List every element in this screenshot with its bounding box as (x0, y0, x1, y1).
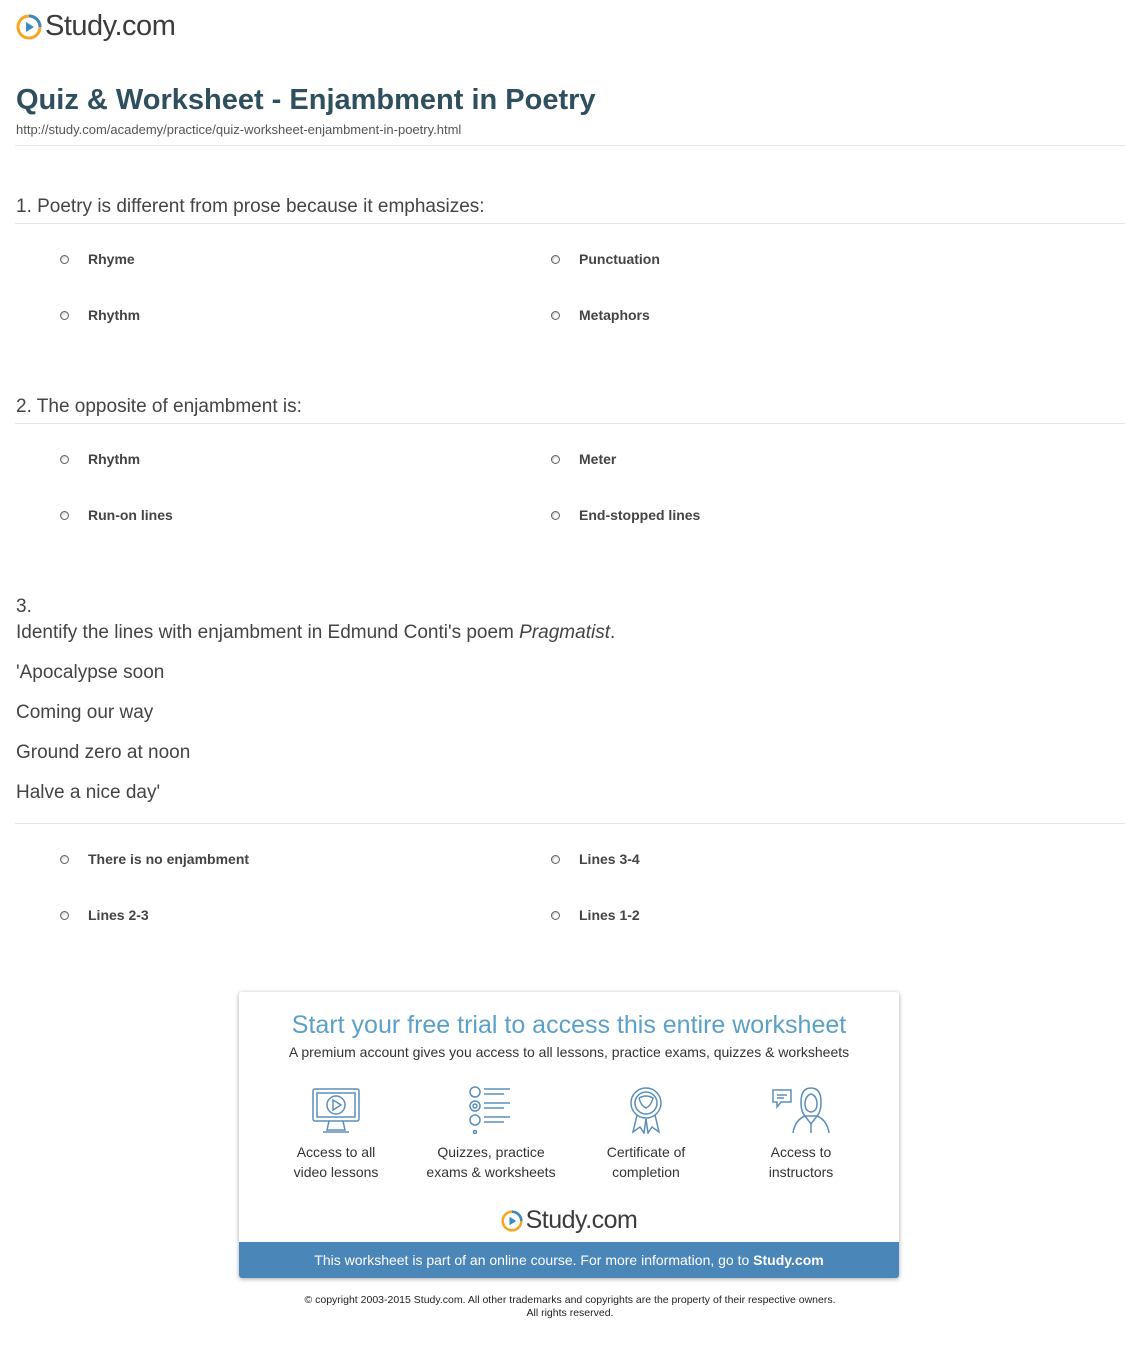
promo-subtitle: A premium account gives you access to all lessons, practice exams, quizzes & worksheets (288, 1044, 850, 1060)
divider (15, 423, 1125, 424)
feature-quizzes: Quizzes, practice exams & worksheets (416, 1086, 566, 1182)
feature-certificate: Certificate of completion (571, 1086, 721, 1182)
divider (15, 823, 1125, 824)
certificate-ribbon-icon (621, 1086, 671, 1134)
radio-button[interactable] (60, 311, 69, 320)
poem-title: Pragmatist (519, 622, 610, 643)
question-1-text: 1. Poetry is different from prose because it emphasizes: (16, 196, 485, 217)
question-3-option-b[interactable]: Lines 3-4 (551, 851, 640, 867)
radio-button[interactable] (551, 311, 560, 320)
poem-line: Ground zero at noon (16, 742, 191, 763)
radio-button[interactable] (551, 255, 560, 264)
poem-line: 'Apocalypse soon (16, 662, 165, 683)
poem-line: Coming our way (16, 702, 154, 723)
logo-text: Study.com (525, 1206, 638, 1234)
promo-title[interactable]: Start your free trial to access this entire worksheet (291, 1011, 847, 1039)
radio-button[interactable] (60, 855, 69, 864)
checklist-icon (466, 1086, 516, 1134)
radio-button[interactable] (60, 455, 69, 464)
question-1-option-d[interactable]: Metaphors (551, 307, 650, 323)
feature-video-lessons: Access to all video lessons (261, 1086, 411, 1182)
copyright: © copyright 2003-2015 Study.com. All other trademarks and copyrights are the property of their respective owners. All rights reserved. (304, 1294, 836, 1319)
page-url: http://study.com/academy/practice/quiz-worksheet-enjambment-in-poetry.html (16, 122, 462, 137)
question-2-option-a[interactable]: Rhythm (60, 451, 140, 467)
logo-text: Study.com (45, 10, 176, 42)
divider (15, 145, 1125, 146)
question-2-option-d[interactable]: End-stopped lines (551, 507, 700, 523)
question-1-option-c[interactable]: Rhythm (60, 307, 140, 323)
radio-button[interactable] (551, 911, 560, 920)
radio-button[interactable] (551, 511, 560, 520)
question-3-number: 3. (16, 596, 32, 617)
free-trial-promo[interactable] (239, 992, 899, 1278)
radio-button[interactable] (60, 511, 69, 520)
promo-info-bar: This worksheet is part of an online course. For more information, go to Study.com (239, 1242, 899, 1278)
poem-line: Halve a nice day' (16, 782, 161, 803)
promo-logo[interactable] (239, 1206, 899, 1235)
question-3-option-c[interactable]: Lines 2-3 (60, 907, 149, 923)
radio-button[interactable] (60, 255, 69, 264)
question-3-option-d[interactable]: Lines 1-2 (551, 907, 640, 923)
radio-button[interactable] (551, 855, 560, 864)
play-logo-icon (501, 1210, 523, 1232)
question-2-option-b[interactable]: Meter (551, 451, 616, 467)
play-logo-icon (16, 14, 42, 40)
page-title: Quiz & Worksheet - Enjambment in Poetry (16, 84, 596, 116)
study-logo[interactable] (16, 10, 175, 43)
question-3-option-a[interactable]: There is no enjambment (60, 851, 249, 867)
question-1-option-a[interactable]: Rhyme (60, 251, 135, 267)
question-1-option-b[interactable]: Punctuation (551, 251, 660, 267)
study-link[interactable]: Study.com (753, 1252, 824, 1268)
question-2-option-c[interactable]: Run-on lines (60, 507, 173, 523)
question-2-text: 2. The opposite of enjambment is: (16, 396, 302, 417)
question-3-text: Identify the lines with enjambment in Edmund Conti's poem Pragmatist. (16, 622, 616, 643)
radio-button[interactable] (60, 911, 69, 920)
feature-instructors: Access to instructors (726, 1086, 876, 1182)
video-monitor-icon (311, 1086, 361, 1134)
instructor-icon (771, 1086, 831, 1134)
divider (15, 223, 1125, 224)
radio-button[interactable] (551, 455, 560, 464)
